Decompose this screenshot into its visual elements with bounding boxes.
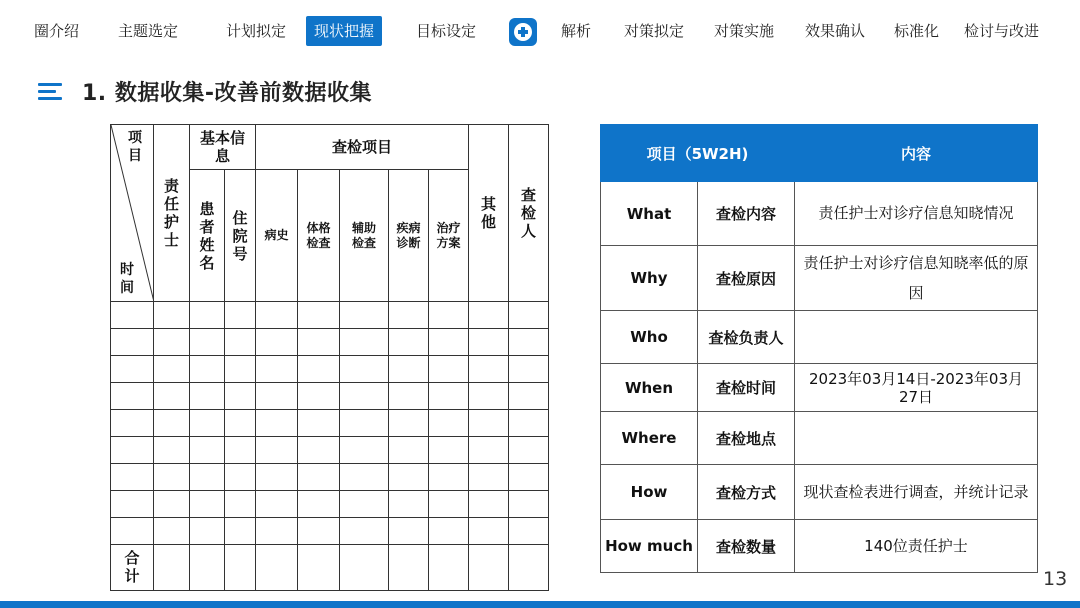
table-row — [601, 182, 1038, 246]
checklist-table — [110, 124, 549, 591]
nav-item-plan[interactable]: 计划拟定 — [226, 22, 287, 40]
nurse-header: 责任护士 — [154, 125, 190, 302]
nav-item-current-status[interactable]: 现状把握 — [306, 16, 382, 46]
row-why-content: 责任护士对诊疗信息知晓率低的原因 — [795, 246, 1038, 311]
corner-header-cell — [111, 125, 154, 302]
row-when-content: 2023年03月14日-2023年03月27日 — [795, 364, 1038, 412]
table-row — [111, 437, 549, 464]
row-how-cn: 查检方式 — [698, 465, 795, 520]
row-who-content — [795, 311, 1038, 364]
nav-item-implementation[interactable]: 对策实施 — [714, 22, 775, 40]
nav-item-countermeasure[interactable]: 对策拟定 — [624, 22, 685, 40]
row-who-en: Who — [601, 311, 698, 364]
table-row — [111, 356, 549, 383]
total-row — [111, 545, 549, 591]
menu-lines-icon — [38, 83, 64, 101]
nav-item-topic[interactable]: 主题选定 — [118, 22, 179, 40]
table-row — [111, 383, 549, 410]
sub-item-diagnosis: 疾病诊断 — [389, 170, 429, 302]
row-what-cn: 查检内容 — [698, 182, 795, 246]
table-row — [111, 302, 549, 329]
table-row — [601, 465, 1038, 520]
row-why-cn: 查检原因 — [698, 246, 795, 311]
row-howmuch-cn: 查检数量 — [698, 520, 795, 573]
plus-circle-icon[interactable] — [509, 18, 537, 46]
checker-header: 查检人 — [509, 125, 549, 302]
sub-item-history: 病史 — [256, 170, 298, 302]
nav-item-circle-intro[interactable]: 圈介绍 — [34, 22, 80, 40]
page-number: 13 — [1043, 568, 1068, 590]
footer-bar — [0, 601, 1080, 608]
row-where-content — [795, 412, 1038, 465]
row-howmuch-en: How much — [601, 520, 698, 573]
top-nav — [0, 16, 1080, 46]
table-row — [111, 491, 549, 518]
table-row — [601, 364, 1038, 412]
nav-item-analysis[interactable]: 解析 — [561, 22, 592, 40]
table-row — [601, 520, 1038, 573]
row-where-cn: 查检地点 — [698, 412, 795, 465]
table-row — [111, 518, 549, 545]
page-title: 1. 数据收集-改善前数据收集 — [82, 81, 372, 106]
row-what-en: What — [601, 182, 698, 246]
corner-item-label: 项目 — [128, 130, 142, 164]
check-items-header: 查检项目 — [256, 125, 469, 170]
table-row — [111, 464, 549, 491]
patient-name-header: 患者姓名 — [190, 170, 225, 302]
row-why-en: Why — [601, 246, 698, 311]
corner-time-label: 时间 — [120, 262, 134, 296]
row-who-cn: 查检负责人 — [698, 311, 795, 364]
row-how-content: 现状查检表进行调查，并统计记录 — [795, 465, 1038, 520]
row-what-content: 责任护士对诊疗信息知晓情况 — [795, 182, 1038, 246]
row-how-en: How — [601, 465, 698, 520]
hospital-no-header: 住院号 — [225, 170, 256, 302]
total-label: 合计 — [111, 545, 154, 591]
table-row — [111, 329, 549, 356]
header-content: 内容 — [795, 125, 1038, 182]
nav-item-review[interactable]: 检讨与改进 — [964, 22, 1040, 40]
sub-item-auxiliary-exam: 辅助检查 — [340, 170, 389, 302]
row-howmuch-content: 140位责任护士 — [795, 520, 1038, 573]
row-when-en: When — [601, 364, 698, 412]
5w2h-table — [600, 124, 1038, 573]
table-row — [111, 410, 549, 437]
basic-info-header: 基本信息 — [190, 125, 256, 170]
sub-item-physical-exam: 体格检查 — [298, 170, 340, 302]
sub-item-treatment: 治疗方案 — [429, 170, 469, 302]
table-row — [601, 246, 1038, 311]
table-row — [601, 412, 1038, 465]
other-header: 其他 — [469, 125, 509, 302]
header-item: 项目（5W2H) — [601, 125, 795, 182]
row-where-en: Where — [601, 412, 698, 465]
nav-item-standardize[interactable]: 标准化 — [894, 22, 940, 40]
nav-item-target[interactable]: 目标设定 — [416, 22, 477, 40]
nav-item-effect[interactable]: 效果确认 — [805, 22, 866, 40]
row-when-cn: 查检时间 — [698, 364, 795, 412]
table-row — [601, 311, 1038, 364]
